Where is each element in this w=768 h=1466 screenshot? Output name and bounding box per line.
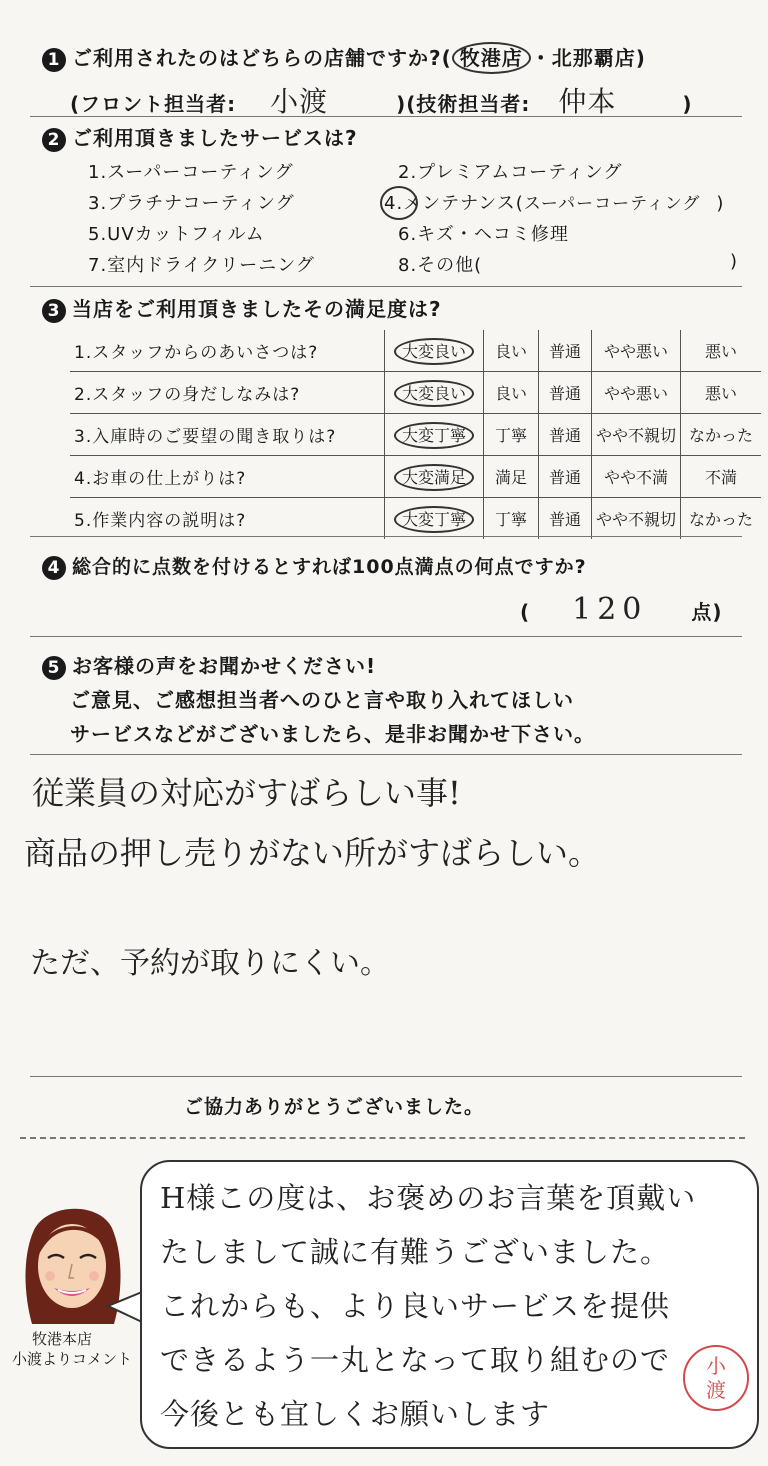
service-option-selected	[384, 189, 724, 215]
service-option: 8.その他(	[398, 255, 483, 276]
comment-bubble	[140, 1160, 759, 1449]
option-cell: 良い	[484, 330, 539, 372]
selection-circle	[380, 186, 418, 220]
question-1-text: ご利用されたのはどちらの店舗ですか?(	[72, 46, 452, 70]
store-other: 北那覇店	[551, 46, 636, 70]
question-number: 5	[42, 656, 66, 680]
tech-staff-label: )(技術担当者:	[396, 92, 531, 116]
comment-line: できるよう一丸となって取り組むので	[160, 1343, 671, 1377]
name-stamp	[683, 1345, 749, 1411]
answer-line: ただ、予約が取りにくい。	[30, 946, 390, 981]
divider	[30, 116, 742, 117]
option-cell: 満足	[484, 456, 539, 498]
open-paren: (	[520, 600, 531, 624]
divider	[30, 1076, 742, 1077]
question-4	[42, 552, 587, 580]
comment-line: これからも、より良いサービスを提供	[160, 1289, 671, 1323]
service-option: 5.UVカットフィルム	[88, 224, 265, 245]
thanks-message: ご協力ありがとうございました。	[184, 1096, 485, 1118]
option-cell: やや悪い	[592, 330, 681, 372]
question-2	[42, 122, 358, 152]
answer-line: 商品の押し売りがない所がすばらしい。	[24, 834, 601, 872]
score-value: 120	[572, 592, 648, 627]
option-cell	[385, 498, 484, 540]
store-separator: ・	[530, 46, 552, 70]
option-cell: 普通	[539, 498, 592, 540]
question-3-text: 当店をご利用頂きましたその満足度は?	[72, 297, 442, 321]
option-selected: 大変丁寧	[394, 422, 474, 449]
divider	[30, 286, 742, 287]
divider	[30, 754, 742, 755]
option-cell: やや不親切	[592, 414, 681, 456]
row-label: 4.お車の仕上がりは?	[70, 456, 385, 498]
service-option: 7.室内ドライクリーニング	[88, 255, 315, 276]
table-row	[70, 330, 761, 372]
staff-caption-name: 小渡よりコメント	[12, 1350, 133, 1368]
option-cell: 丁寧	[484, 414, 539, 456]
close-paren: )	[635, 46, 646, 70]
staff-line	[70, 80, 692, 120]
comment-line: たしまして誠に有難うございました。	[160, 1235, 671, 1269]
table-row	[70, 456, 761, 498]
close-paren: )	[730, 251, 739, 272]
close-paren: )	[716, 193, 725, 214]
option-cell: 良い	[484, 372, 539, 414]
staff-caption-store: 牧港本店	[32, 1330, 93, 1348]
table-row	[70, 372, 761, 414]
front-staff-label: (フロント担当者:	[70, 92, 237, 116]
option-cell: 普通	[539, 456, 592, 498]
option-cell: 不満	[681, 456, 762, 498]
stamp-char: 渡	[706, 1378, 726, 1402]
score-box	[520, 592, 722, 627]
tech-staff-value: 仲本	[558, 85, 617, 118]
service-option: 2.プレミアムコーティング	[398, 162, 623, 183]
option-cell: やや不満	[592, 456, 681, 498]
question-5-line-3: サービスなどがございましたら、是非お聞かせ下さい。	[70, 722, 595, 746]
question-number: 1	[42, 48, 66, 72]
question-5-line-2: ご意見、ご感想担当者へのひと言や取り入れてほしい	[70, 688, 574, 712]
maintenance-note: スーパーコーティング	[523, 194, 701, 214]
service-option: 1.スーパーコーティング	[88, 162, 294, 183]
row-label: 1.スタッフからのあいさつは?	[74, 343, 319, 363]
store-selected: 牧港店	[452, 42, 531, 74]
option-cell	[385, 372, 484, 414]
option-cell: 悪い	[681, 372, 762, 414]
question-3	[42, 293, 442, 323]
question-2-text: ご利用頂きましたサービスは?	[72, 126, 358, 150]
option-cell: なかった	[681, 498, 762, 540]
option-selected: 大変満足	[394, 464, 474, 491]
option-cell: なかった	[681, 414, 762, 456]
row-label: 3.入庫時のご要望の聞き取りは?	[70, 414, 385, 456]
service-option: 6.キズ・ヘコミ修理	[398, 224, 569, 245]
question-4-text: 総合的に点数を付けるとすれば100点満点の何点ですか?	[72, 556, 587, 578]
option-cell: 普通	[539, 372, 592, 414]
option-selected: 大変良い	[394, 338, 474, 365]
dashed-divider	[20, 1137, 745, 1139]
row-label: 2.スタッフの身だしなみは?	[70, 372, 385, 414]
question-number: 3	[42, 299, 66, 323]
option-cell	[385, 414, 484, 456]
table-row	[70, 414, 761, 456]
divider	[30, 636, 742, 637]
close-paren: )	[682, 92, 693, 116]
question-number: 4	[42, 556, 66, 580]
option-cell	[385, 456, 484, 498]
comment-line: H様この度は、お褒めのお言葉を頂戴い	[160, 1181, 697, 1215]
table-row	[70, 498, 761, 540]
stamp-char: 小	[706, 1354, 726, 1378]
score-unit: 点)	[691, 600, 723, 624]
question-1	[42, 42, 646, 72]
row-label: 5.作業内容の説明は?	[70, 498, 385, 540]
answer-line: 従業員の対応がすばらしい事!	[32, 774, 461, 812]
option-cell: 普通	[539, 414, 592, 456]
service-option: 4.メンテナンス(	[384, 193, 524, 214]
option-cell: 普通	[539, 330, 592, 372]
question-5	[42, 650, 376, 680]
option-cell: やや不親切	[592, 498, 681, 540]
satisfaction-table	[70, 330, 761, 539]
question-number: 2	[42, 128, 66, 152]
option-cell: 丁寧	[484, 498, 539, 540]
question-5-text: お客様の声をお聞かせください!	[72, 654, 377, 678]
option-selected: 大変良い	[394, 380, 474, 407]
option-selected: 大変丁寧	[394, 506, 474, 533]
service-option: 3.プラチナコーティング	[88, 193, 295, 214]
comment-line: 今後とも宜しくお願いします	[160, 1397, 551, 1431]
option-cell: やや悪い	[592, 372, 681, 414]
divider	[30, 536, 742, 537]
option-cell: 悪い	[681, 330, 762, 372]
option-cell	[385, 330, 484, 372]
front-staff-value: 小渡	[270, 85, 329, 118]
